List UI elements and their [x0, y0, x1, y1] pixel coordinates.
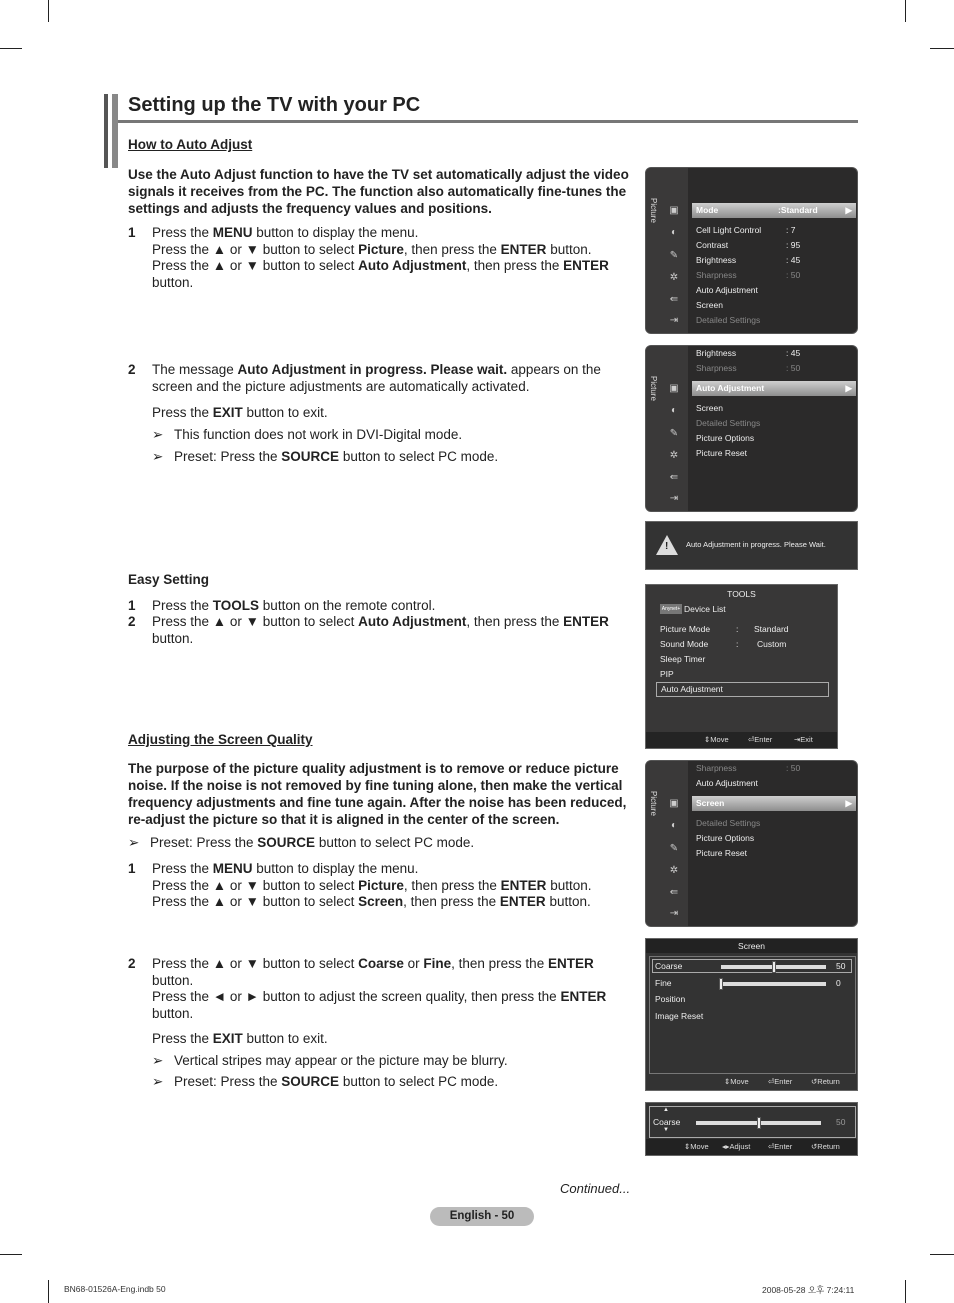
- tools-item-sleep-timer[interactable]: Sleep Timer: [660, 654, 706, 664]
- step-1: 1 Press the MENU button to display the menu. Press the ▲ or ▼ button to select Picture, then press the ENTER button. Press the ▲ or ▼ button to select Screen, then press the ENTER button.: [128, 861, 592, 909]
- auto-adjust-intro: Use the Auto Adjust function to have the TV set automatically adjust the video signals it receives from the PC. The function also automatically fine-tunes the settings and adjusts the frequency values and positions.: [128, 167, 629, 216]
- menu-item-mode[interactable]: Mode :Standard ▶: [692, 203, 856, 218]
- application-icon: ⇥: [669, 908, 679, 919]
- tools-item-picture-mode[interactable]: Picture Mode: [660, 624, 711, 634]
- arrow-icon: ➢: [152, 449, 164, 464]
- menu-item[interactable]: Screen: [696, 300, 723, 310]
- coarse-slider-track[interactable]: [696, 1121, 821, 1125]
- menu-item[interactable]: Brightness : 45: [696, 255, 801, 265]
- channel-icon: ✎: [669, 250, 679, 261]
- note-preset: ➢ Preset: Press the SOURCE button to select PC mode.: [128, 835, 475, 850]
- exit-instruction: Press the EXIT button to exit.: [152, 1031, 328, 1046]
- progress-message-box: ! Auto Adjustment in progress. Please Wait.: [645, 521, 858, 570]
- arrow-icon: ➢: [152, 1074, 164, 1089]
- menu-item[interactable]: Picture Options: [696, 433, 755, 443]
- setup-icon: ✲: [669, 865, 679, 876]
- tools-item-pip[interactable]: PIP: [660, 669, 674, 679]
- menu-item-screen[interactable]: Screen ▶: [692, 796, 856, 811]
- step-2: 2 Press the ▲ or ▼ button to select Coarse or Fine, then press the ENTER button. Press the ◄ or ► button to adjust the screen quality, then press the ENTER button.: [128, 956, 607, 1021]
- channel-icon: ✎: [669, 428, 679, 439]
- page-number: English - 50: [430, 1207, 534, 1226]
- input-icon: ⇚: [669, 294, 679, 305]
- title-rule: [118, 120, 858, 123]
- move-hint: ⇕Move: [704, 735, 729, 744]
- menu-item[interactable]: Picture Options: [696, 833, 755, 843]
- position-item[interactable]: Position: [655, 994, 686, 1004]
- step-2: 2 Press the ▲ or ▼ button to select Auto Adjustment, then press the ENTER button.: [128, 614, 609, 646]
- page-title: Setting up the TV with your PC: [128, 94, 421, 116]
- application-icon: ⇥: [669, 493, 679, 504]
- menu-item-auto-adjustment[interactable]: Auto Adjustment ▶: [692, 381, 856, 396]
- menu-item: Sharpness : 50: [696, 763, 801, 773]
- menu-item[interactable]: Picture Reset: [696, 448, 748, 458]
- setup-icon: ✲: [669, 450, 679, 461]
- tv-menu-picture: Picture ▣ ◐ ✎ ✲ ⇚ ⇥ Mode :Standard ▶ Cell Light Control : 7 Contrast : 95 Brightness : 45 Sharpness : 50 Auto Adjustment Screen Detailed Settings: [645, 167, 858, 334]
- screen-menu-title: Screen: [646, 939, 857, 953]
- tools-item-auto-adjustment[interactable]: Auto Adjustment: [656, 682, 829, 697]
- arrow-icon: ➢: [128, 835, 140, 850]
- menu-item[interactable]: Cell Light Control : 7: [696, 225, 796, 235]
- note-stripes: ➢ Vertical stripes may appear or the picture may be blurry.: [152, 1053, 508, 1068]
- menu-item: Detailed Settings: [696, 418, 761, 428]
- menu-item[interactable]: Picture Reset: [696, 848, 748, 858]
- sound-icon: ◐: [670, 227, 678, 238]
- application-icon: ⇥: [669, 315, 679, 326]
- menu-item[interactable]: Auto Adjustment: [696, 778, 758, 788]
- menu-item: Detailed Settings: [696, 818, 761, 828]
- channel-icon: ✎: [669, 843, 679, 854]
- menu-item: Sharpness : 50: [696, 363, 801, 373]
- section-heading-screen-quality: Adjusting the Screen Quality: [128, 732, 313, 747]
- picture-icon: ▣: [669, 798, 679, 809]
- section-heading-easy-setting: Easy Setting: [128, 572, 210, 587]
- menu-item: Sharpness : 50: [696, 270, 801, 280]
- menu-item: Detailed Settings: [696, 315, 761, 325]
- setup-icon: ✲: [669, 272, 679, 283]
- exit-instruction: Press the EXIT button to exit.: [152, 405, 328, 420]
- tools-item-device-list[interactable]: Device List: [684, 604, 726, 614]
- enter-hint: ⏎Enter: [748, 735, 773, 744]
- screen-menu: Screen Coarse 50 Fine 0 Position Image Reset ⇕Move ⏎Enter ↺Return: [645, 938, 858, 1091]
- note-preset: ➢ Preset: Press the SOURCE button to select PC mode.: [152, 1074, 499, 1089]
- coarse-slider-track[interactable]: [721, 965, 826, 969]
- menu-item[interactable]: Contrast : 95: [696, 240, 801, 250]
- step-number: 1: [128, 225, 136, 240]
- coarse-adjust-box: ▲ Coarse ▼ 50 ⇕Move ◂▸Adjust ⏎Enter ↺Return: [645, 1102, 858, 1156]
- arrow-icon: ➢: [152, 1053, 164, 1068]
- tv-menu-picture: Picture ▣ ◐ ✎ ✲ ⇚ ⇥ Sharpness : 50 Auto Adjustment Screen ▶ Detailed Settings Picture Options Picture Reset: [645, 760, 858, 927]
- image-reset-item[interactable]: Image Reset: [655, 1011, 704, 1021]
- step-1: 1 Press the MENU button to display the menu. Press the ▲ or ▼ button to select Picture, then press the ENTER button. Press the ▲ or ▼ button to select Auto Adjustment, then press the ENTER button.: [128, 225, 609, 290]
- note-dvi: ➢ This function does not work in DVI-Digital mode.: [152, 427, 463, 442]
- screen-quality-intro: The purpose of the picture quality adjustment is to remove or reduce picture noise. If the noise is not removed by fine tuning alone, then make the vertical frequency adjustments and fine tune again. After the noise has been reduced, re-adjust the picture so that it is aligned in the center of the screen.: [128, 761, 627, 827]
- picture-icon: ▣: [669, 205, 679, 216]
- menu-item[interactable]: Screen: [696, 403, 723, 413]
- tv-menu-picture: Picture ▣ ◐ ✎ ✲ ⇚ ⇥ Brightness : 45 Sharpness : 50 Auto Adjustment ▶ Screen Detailed Settings Picture Options Picture Reset: [645, 345, 858, 512]
- arrow-icon: ➢: [152, 427, 164, 442]
- tools-menu: TOOLS Anynet+ Device List Picture Mode : Standard Sound Mode : Custom Sleep Timer PIP Auto Adjustment ⇕Move ⏎Enter ⇥Exit: [645, 584, 838, 749]
- anynet-logo: Anynet+: [661, 606, 681, 612]
- tools-title: TOOLS: [727, 589, 756, 599]
- step-1: 1 Press the TOOLS button on the remote control.: [128, 598, 436, 613]
- sound-icon: ◐: [670, 405, 678, 416]
- picture-icon: ▣: [669, 383, 679, 394]
- note-preset: ➢ Preset: Press the SOURCE button to select PC mode.: [152, 449, 499, 464]
- sound-icon: ◐: [670, 820, 678, 831]
- input-icon: ⇚: [669, 887, 679, 898]
- fine-slider-thumb[interactable]: [719, 978, 723, 990]
- coarse-slider-thumb[interactable]: [772, 961, 776, 973]
- menu-item[interactable]: Auto Adjustment: [696, 285, 758, 295]
- tools-item-sound-mode[interactable]: Sound Mode: [660, 639, 709, 649]
- menu-item[interactable]: Brightness : 45: [696, 348, 801, 358]
- progress-message: Auto Adjustment in progress. Please Wait.: [686, 540, 826, 549]
- coarse-slider-thumb[interactable]: [757, 1117, 761, 1129]
- title-bar-accent: [112, 94, 118, 168]
- fine-slider-track[interactable]: [721, 982, 826, 986]
- input-icon: ⇚: [669, 472, 679, 483]
- fine-row[interactable]: Fine: [655, 978, 672, 988]
- step-2: 2 The message Auto Adjustment in progress. Please wait. appears on the screen and the picture adjustments are automatically activated.: [128, 362, 601, 394]
- section-heading-auto-adjust: How to Auto Adjust: [128, 137, 253, 152]
- title-bar-accent: [104, 94, 108, 168]
- file-info: BN68-01526A-Eng.indb 50: [64, 1284, 166, 1294]
- print-date: 2008-05-28 오후 7:24:11: [762, 1285, 855, 1295]
- exit-hint: ⇥Exit: [794, 735, 813, 744]
- continued-label: Continued...: [560, 1181, 631, 1196]
